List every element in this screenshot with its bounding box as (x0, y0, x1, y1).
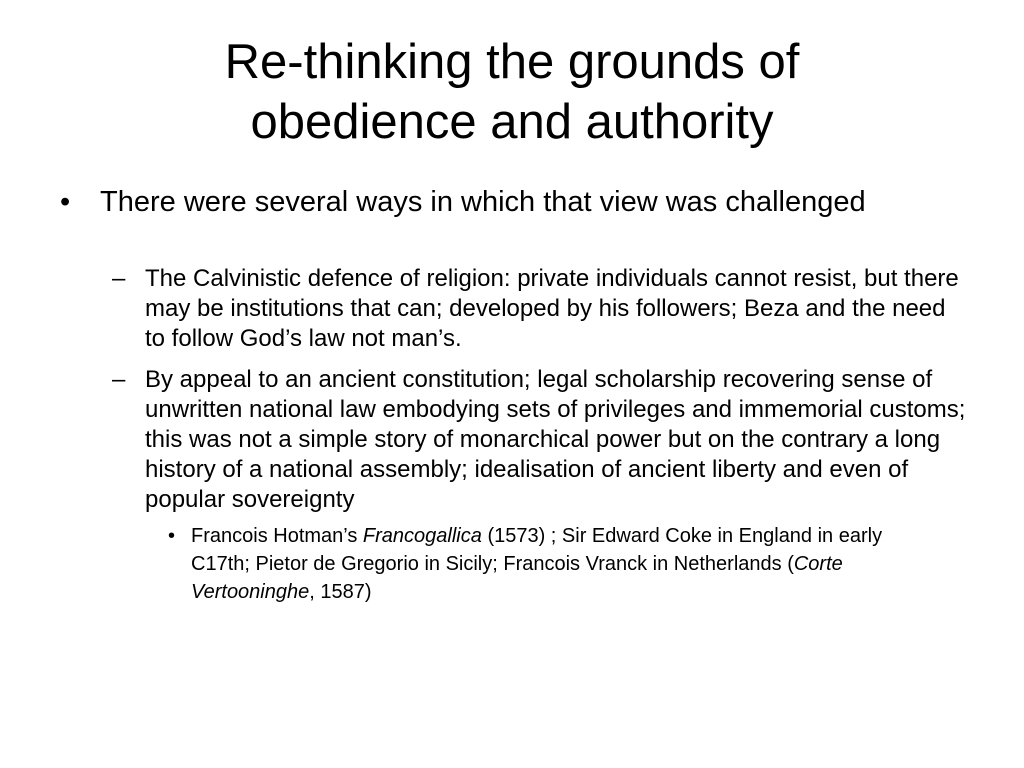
bullet-text: There were several ways in which that view was challenged (100, 186, 866, 218)
slide-title (60, 32, 964, 152)
italic-title-francogallica: Francogallica (362, 525, 488, 547)
text-run: Francois Hotman’s (191, 525, 363, 547)
italic-title-corte-vertooninghe: Corte Vertooninghe (191, 553, 843, 603)
dash-marker: – (112, 265, 126, 292)
bullet-item-1 (60, 184, 880, 220)
sub-bullet-item-2 (112, 365, 972, 515)
slide-title-line-2: obedience and authority (250, 95, 774, 149)
sub-bullet-item-1 (112, 264, 972, 354)
text-run: , 1587) (309, 581, 372, 603)
bullet-marker: • (168, 525, 176, 547)
sub-bullet-text: The Calvinistic defence of religion: private individuals cannot resist, but there may be institutions that can; developed by his followers; Beza and the need to follow God’s law not man’s. (145, 265, 959, 352)
sub-sub-bullet-item-1 (168, 522, 928, 606)
bullet-marker: • (60, 186, 71, 218)
text-run: (1573) ; Sir Edward Coke in England in early C17th; Pietor de Gregorio in Sicily; Francois Vranck in Netherlands ( (191, 525, 883, 575)
sub-sub-bullet-text (191, 522, 928, 606)
slide-title-line-1: Re-thinking the grounds of (224, 35, 800, 89)
sub-bullet-text: By appeal to an ancient constitution; legal scholarship recovering sense of unwritten national law embodying sets of privileges and immemorial customs; this was not a simple story of monarchical power but on the contrary a long history of a national assembly; idealisation of ancient liberty and even of popular sovereignty (145, 366, 966, 513)
dash-marker: – (112, 366, 126, 393)
